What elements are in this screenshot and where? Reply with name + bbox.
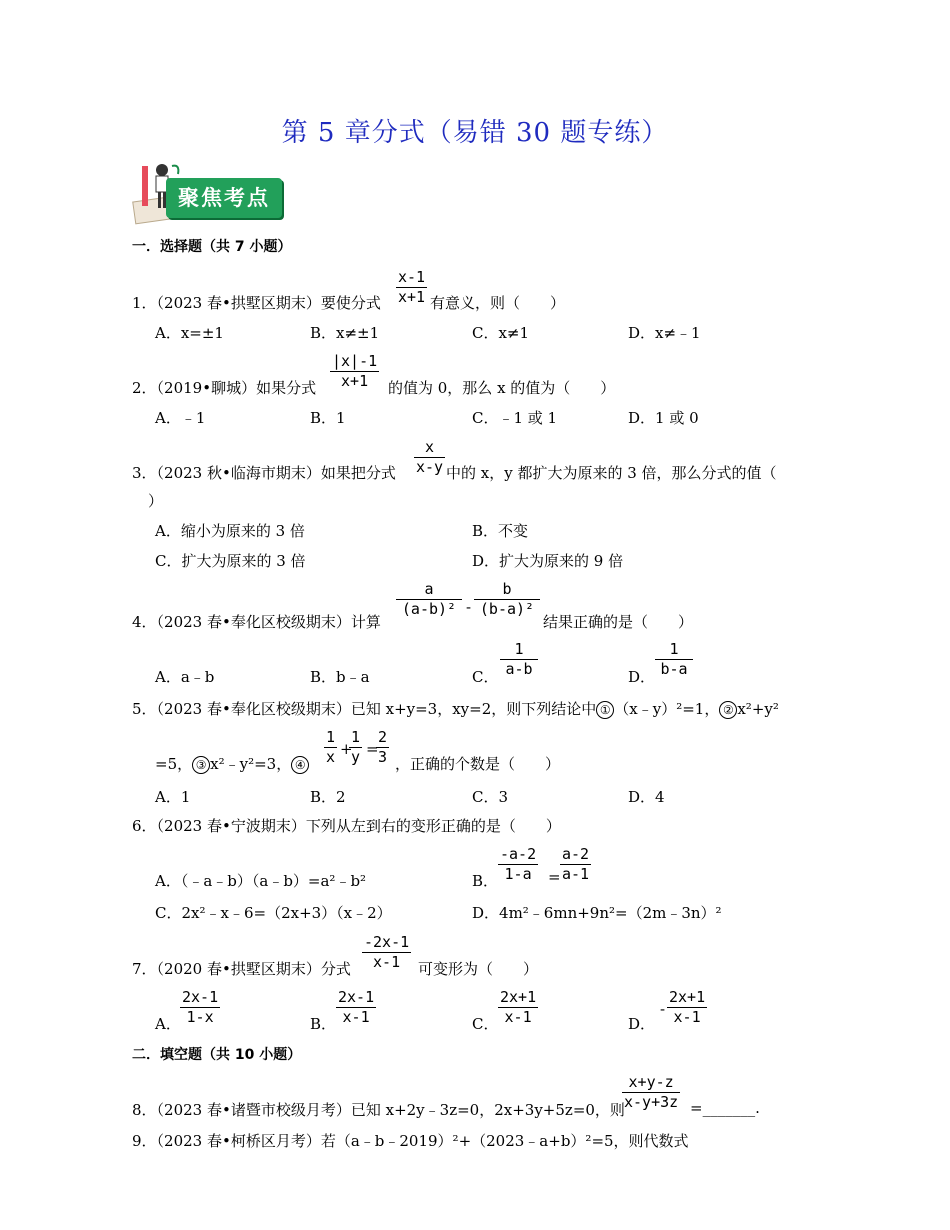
question-text: 有意义，则（ ） — [430, 294, 566, 312]
option: C． — [472, 1015, 499, 1033]
fraction: $\frac{1}{a-b}$ — [500, 640, 538, 679]
fraction: $\frac{x+y-z}{x-y+3z}$ — [624, 1073, 679, 1111]
question-text: ，正确的个数是（ ） — [395, 755, 561, 773]
option: B．1 — [310, 409, 346, 427]
fraction: $\frac{x}{x-y}$ — [416, 438, 444, 476]
equals-sign: = — [366, 740, 379, 758]
fraction: $\frac{-2x-1}{x-1}$ — [364, 933, 410, 971]
option: A．1 — [155, 788, 191, 806]
question-7: 7．（2020 春•拱墅区期末）分式 — [132, 960, 351, 978]
option: C．﹣1 或 1 — [472, 409, 558, 427]
fraction: $\frac{2}{3}$ — [378, 728, 388, 766]
plus-sign: + — [340, 740, 353, 758]
focus-banner — [128, 160, 288, 226]
question-text: =5， ③ x²﹣y²=3， ④ — [155, 753, 309, 774]
option: B． — [310, 1015, 337, 1033]
option: B．不变 — [472, 522, 529, 540]
fraction: $\frac{2x-1}{1-x}$ — [182, 988, 219, 1026]
option: A．a﹣b — [155, 668, 215, 686]
fraction: $\frac{2x+1}{x-1}$ — [669, 988, 706, 1026]
option: B．2 — [310, 788, 346, 806]
question-4: 4．（2023 春•奉化区校级期末）计算 — [132, 613, 381, 631]
question-2: 2．（2019•聊城）如果分式 — [132, 379, 317, 397]
option: D．4 — [628, 788, 665, 806]
question-6: 6．（2023 春•宁波期末）下列从左到右的变形正确的是（ ） — [132, 817, 561, 835]
option: D．扩大为原来的 9 倍 — [472, 552, 624, 570]
option: D．4m²﹣6mn+9n²=（2m﹣3n）² — [472, 904, 722, 922]
fraction: $\frac{2x-1}{x-1}$ — [338, 988, 375, 1026]
question-3: 3．（2023 秋•临海市期末）如果把分式 — [132, 464, 396, 482]
question-8: 8．（2023 春•诸暨市校级月考）已知 x+2y﹣3z=0，2x+3y+5z=0，则 — [132, 1101, 625, 1119]
question-5: 5．（2023 春•奉化区校级期末）已知 x+y=3，xy=2，则下列结论中 ① （x﹣y）²=1， ② x²+y² — [132, 700, 779, 718]
option: A． — [155, 1015, 181, 1033]
fraction: $\frac{-a-2}{1-a}$ — [500, 845, 537, 883]
fraction: $\frac{|x|-1}{x+1}$ — [332, 352, 378, 390]
option: D． — [628, 668, 656, 686]
option: C．3 — [472, 788, 509, 806]
question-text: 的值为 0，那么 x 的值为（ ） — [388, 379, 616, 397]
question-text: ） — [148, 492, 164, 510]
section-heading: 二．填空题（共 10 小题） — [132, 1047, 302, 1063]
fraction: $\frac{1}{b-a}$ — [655, 640, 693, 679]
option: D．1 或 0 — [628, 409, 699, 427]
option: B． — [472, 872, 499, 890]
option: C．扩大为原来的 3 倍 — [155, 552, 306, 570]
fraction: $\frac{b}{\text{(b-a)²}}$ — [474, 580, 540, 619]
question-text: 可变形为（ ） — [418, 960, 539, 978]
banner-label: 聚焦考点 — [166, 178, 282, 218]
fraction: $\frac{2x+1}{x-1}$ — [500, 988, 537, 1026]
fraction: $\frac{a}{\text{(a-b)²}}$ — [396, 580, 462, 619]
section-heading: 一．选择题（共 7 小题） — [132, 239, 292, 255]
question-text: 结果正确的是（ ） — [543, 613, 694, 631]
option: B．b﹣a — [310, 668, 370, 686]
question-1: 1．（2023 春•拱墅区期末）要使分式 — [132, 294, 381, 312]
option: B．x≠±1 — [310, 324, 380, 342]
question-text: 中的 x，y 都扩大为原来的 3 倍，那么分式的值（ — [446, 464, 777, 482]
option: A．﹣1 — [155, 409, 206, 427]
option: D．x≠﹣1 — [628, 324, 701, 342]
question-9: 9．（2023 春•柯桥区月考）若（a﹣b﹣2019）²+（2023﹣a+b）²=5，则代数式 — [132, 1132, 689, 1150]
fraction: $\frac{x-1}{x+1}$ — [398, 268, 426, 306]
minus-sign: - — [660, 1000, 666, 1018]
page-title: 第 5 章分式（易错 30 题专练） — [281, 118, 669, 148]
option: A．x=±1 — [155, 324, 224, 342]
option: A．（﹣a﹣b）（a﹣b）=a²﹣b² — [155, 872, 367, 890]
option: D． — [628, 1015, 656, 1033]
answer-blank: =_______. — [690, 1099, 760, 1117]
option: C．x≠1 — [472, 324, 530, 342]
option: C． — [472, 668, 499, 686]
option: C．2x²﹣x﹣6=（2x+3）（x﹣2） — [155, 904, 392, 922]
fraction: $\frac{a-2}{a-1}$ — [562, 845, 590, 883]
minus-sign: - — [466, 598, 472, 616]
option: A．缩小为原来的 3 倍 — [155, 522, 305, 540]
equals-sign: = — [548, 868, 561, 886]
fraction: $\frac{1}{y}$ — [351, 728, 361, 766]
fraction: $\frac{1}{x}$ — [326, 728, 336, 766]
